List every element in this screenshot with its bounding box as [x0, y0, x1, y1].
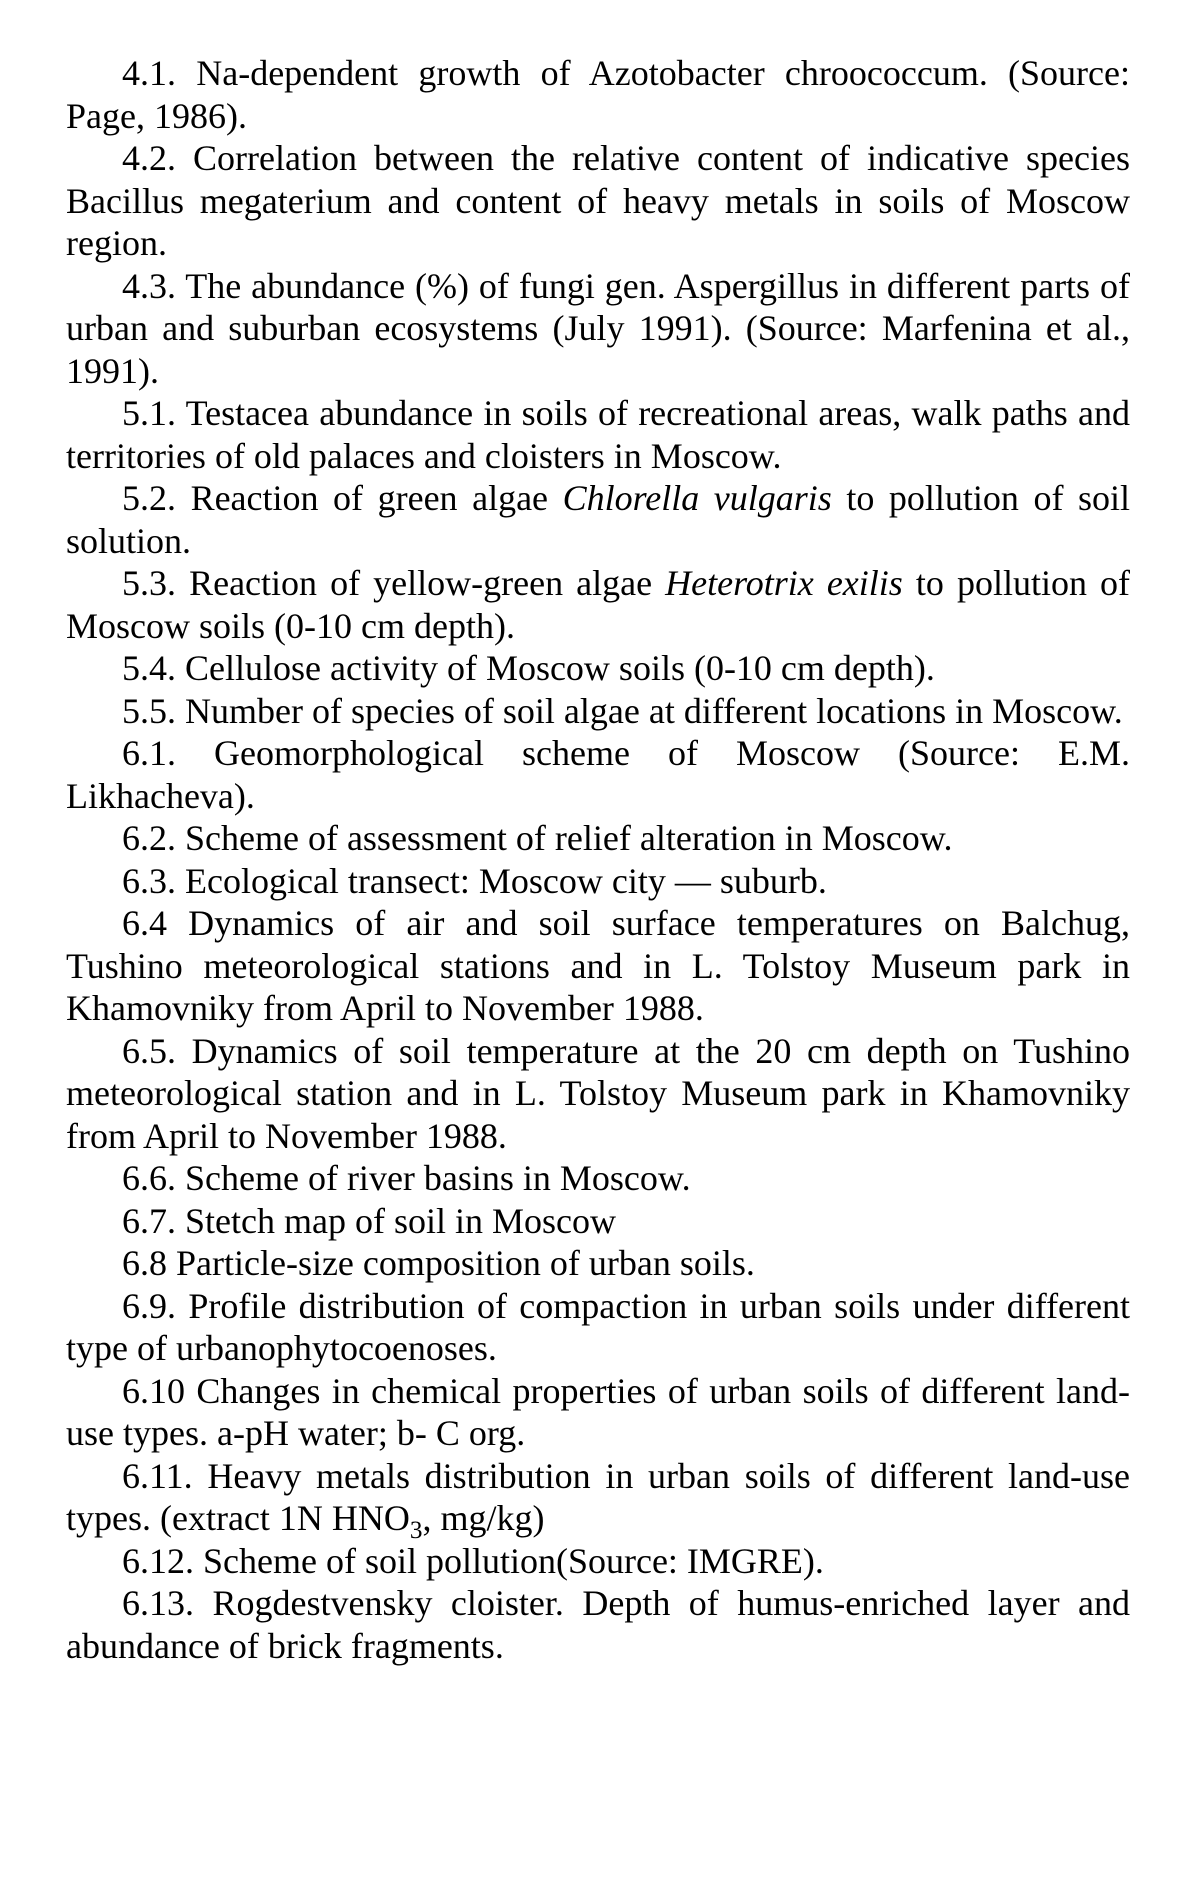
caption-text: Cellulose activity of Moscow soils (0-10 cm depth). — [185, 648, 935, 688]
caption-number: 6.9. — [122, 1285, 176, 1326]
caption-text-start: Heavy metals distribution in urban soils of different land-use types. (extract 1N HNO — [66, 1455, 1130, 1538]
caption-entry — [66, 1455, 1130, 1545]
caption-entry — [66, 1030, 1130, 1158]
caption-entry — [66, 392, 1130, 477]
caption-entry — [66, 265, 1130, 393]
caption-number: 5.4. — [122, 648, 176, 688]
caption-entry — [66, 902, 1130, 1030]
caption-text-end: to pollution of Moscow soils (0-10 cm depth). — [66, 563, 1131, 646]
caption-number: 5.2. — [122, 478, 176, 518]
caption-number: 6.3. — [122, 860, 176, 901]
caption-text: Scheme of river basins in Moscow. — [185, 1158, 691, 1198]
caption-number: 6.7. — [122, 1200, 176, 1241]
caption-entry — [66, 817, 1130, 860]
caption-number: 4.2. — [122, 138, 176, 178]
caption-entry — [66, 690, 1130, 733]
caption-text: Testacea abundance in soils of recreational areas, walk paths and territories of old palaces and cloisters in Moscow. — [66, 393, 1130, 476]
caption-number: 5.1. — [122, 393, 176, 433]
caption-entry — [66, 1582, 1130, 1667]
caption-text-start: Reaction of green algae — [190, 478, 563, 518]
caption-text: Scheme of assessment of relief alteration in Moscow. — [185, 818, 953, 858]
caption-text-end: to pollution of soil solution. — [66, 478, 1131, 561]
caption-entry — [66, 1540, 1130, 1583]
caption-text: The abundance (%) of fungi gen. Aspergillus in different parts of urban and suburban ecosystems (July 1991). (Source: Marfenina et al., 1991). — [66, 265, 1130, 391]
caption-text: Scheme of soil pollution(Source: IMGRE). — [203, 1540, 824, 1581]
caption-entry — [66, 860, 1130, 903]
caption-number: 5.5. — [122, 690, 176, 731]
caption-text: Rogdestvensky cloister. Depth of humus-enriched layer and abundance of brick fragments. — [66, 1583, 1130, 1666]
caption-text-end: , mg/kg) — [422, 1498, 545, 1538]
caption-number: 6.5. — [122, 1030, 176, 1071]
caption-text: Geomorphological scheme of Moscow (Source: E.M. Likhacheva). — [66, 733, 1130, 816]
caption-entry — [66, 1370, 1130, 1455]
caption-text: Number of species of soil algae at different locations in Moscow. — [185, 690, 1123, 731]
caption-number: 6.4 — [122, 903, 167, 943]
caption-entry — [66, 647, 1130, 690]
caption-number: 6.6. — [122, 1158, 176, 1198]
caption-number: 6.10 — [122, 1370, 185, 1411]
caption-number: 6.2. — [122, 818, 176, 858]
caption-text: Dynamics of soil temperature at the 20 cm depth on Tushino meteorological station and in L. Tolstoy Museum park in Khamovniky from April to November 1988. — [66, 1030, 1131, 1156]
caption-entry — [66, 137, 1130, 265]
species-name: Heterotrix exilis — [665, 563, 903, 603]
caption-text: Correlation between the relative content of indicative species Bacillus megaterium and content of heavy metals in soils of Moscow region. — [66, 138, 1130, 263]
caption-number: 6.1. — [122, 733, 176, 773]
caption-entry — [66, 1285, 1130, 1370]
caption-entry — [66, 732, 1130, 817]
caption-entry — [66, 1200, 1130, 1243]
caption-text: Stetch map of soil in Moscow — [185, 1200, 616, 1241]
caption-text: Changes in chemical properties of urban soils of different land-use types. a-pH water; b- C org. — [66, 1370, 1131, 1453]
caption-entry — [66, 1157, 1130, 1200]
caption-number: 6.8 — [122, 1243, 167, 1283]
caption-text: Dynamics of air and soil surface temperatures on Balchug, Tushino meteorological stations and in L. Tolstoy Museum park in Khamovniky from April to November 1988. — [66, 903, 1131, 1028]
caption-text: Profile distribution of compaction in urban soils under different type of urbanophytocoenoses. — [66, 1285, 1131, 1368]
caption-text-start: Reaction of yellow-green algae — [189, 563, 666, 603]
caption-number: 6.13. — [122, 1583, 194, 1623]
caption-text: Na-dependent growth of Azotobacter chroococcum. (Source: Page, 1986). — [66, 53, 1130, 136]
caption-number: 4.3. — [122, 265, 176, 306]
species-name: Chlorella vulgaris — [562, 478, 832, 518]
caption-number: 6.11. — [122, 1455, 193, 1496]
caption-number: 6.12. — [122, 1540, 194, 1581]
caption-text: Ecological transect: Moscow city — suburb. — [185, 860, 827, 901]
caption-entry — [66, 477, 1130, 562]
caption-number: 5.3. — [122, 563, 176, 603]
subscript: 3 — [409, 1517, 423, 1545]
caption-entry — [66, 562, 1130, 647]
caption-text: Particle-size composition of urban soils. — [176, 1243, 755, 1283]
caption-entry — [66, 1242, 1130, 1285]
caption-entry — [66, 52, 1130, 137]
figure-caption-list — [66, 52, 1130, 1667]
caption-number: 4.1. — [122, 53, 176, 93]
